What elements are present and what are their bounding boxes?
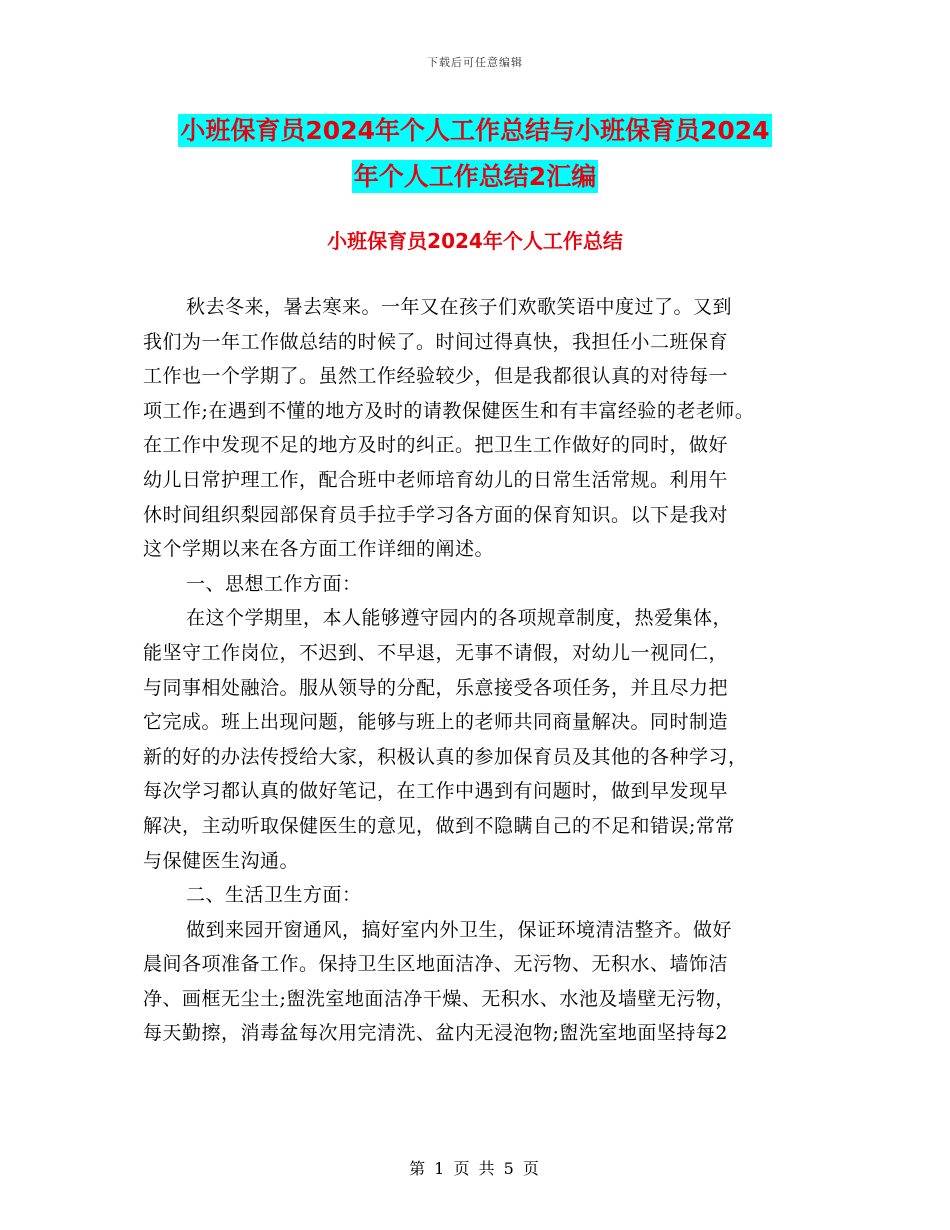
section-heading: 一、思想工作方面： (186, 572, 362, 595)
text-line: 在这个学期里，本人能够遵守园内的各项规章制度，热爱集体， (186, 607, 733, 630)
body-text (143, 290, 823, 1051)
title-line-2-text: 年个人工作总结2汇编 (353, 162, 597, 191)
section-subtitle: 小班保育员2024年个人工作总结 (327, 229, 623, 253)
text-line: 我们为一年工作做总结的时候了。时间过得真快，我担任小二班保育 (143, 330, 729, 353)
text-line: 做到来园开窗通风，搞好室内外卫生，保证环境清洁整齐。做好 (186, 918, 733, 941)
document-title-line-1 (0, 108, 950, 154)
text-line: 解决，主动听取保健医生的意见，做到不隐瞒自己的不足和错误;常常 (143, 814, 735, 837)
document-title-line-2 (0, 154, 950, 200)
text-line: 每次学习都认真的做好笔记，在工作中遇到有问题时，做到早发现早 (143, 780, 729, 803)
text-line: 它完成。班上出现问题，能够与班上的老师共同商量解决。同时制造 (143, 711, 729, 734)
text-line: 每天勤擦，消毒盆每次用完清洗、盆内无浸泡物;盥洗室地面坚持每2 (143, 1022, 728, 1045)
text-line: 与同事相处融洽。服从领导的分配，乐意接受各项任务，并且尽力把 (143, 676, 729, 699)
text-line: 项工作;在遇到不懂的地方及时的请教保健医生和有丰富经验的老老师。 (143, 399, 755, 422)
header-note: 下载后可任意编辑 (427, 56, 523, 69)
section-heading: 二、生活卫生方面： (186, 884, 362, 907)
title-line-1-text: 小班保育员2024年个人工作总结与小班保育员2024 (180, 116, 770, 145)
text-line: 与保健医生沟通。 (143, 849, 300, 872)
text-line: 休时间组织梨园部保育员手拉手学习各方面的保育知识。以下是我对 (143, 503, 729, 526)
text-line: 新的好的办法传授给大家，积极认真的参加保育员及其他的各种学习， (143, 745, 748, 768)
text-line: 幼儿日常护理工作，配合班中老师培育幼儿的日常生活常规。利用午 (143, 468, 729, 491)
text-line: 能坚守工作岗位，不迟到、不早退，无事不请假，对幼儿一视同仁， (143, 641, 729, 664)
text-line: 晨间各项准备工作。保持卫生区地面洁净、无污物、无积水、墙饰洁 (143, 953, 729, 976)
page-footer: 第 1 页 共 5 页 (409, 1159, 541, 1178)
text-line: 秋去冬来，暑去寒来。一年又在孩子们欢歌笑语中度过了。又到 (186, 296, 733, 318)
text-line: 在工作中发现不足的地方及时的纠正。把卫生工作做好的同时，做好 (143, 434, 729, 457)
text-line: 净、画框无尘土;盥洗室地面洁净干燥、无积水、水池及墙壁无污物， (143, 987, 735, 1010)
text-line: 这个学期以来在各方面工作详细的阐述。 (143, 538, 495, 561)
text-line: 工作也一个学期了。虽然工作经验较少，但是我都很认真的对待每一 (143, 365, 729, 388)
document-title (0, 108, 950, 200)
